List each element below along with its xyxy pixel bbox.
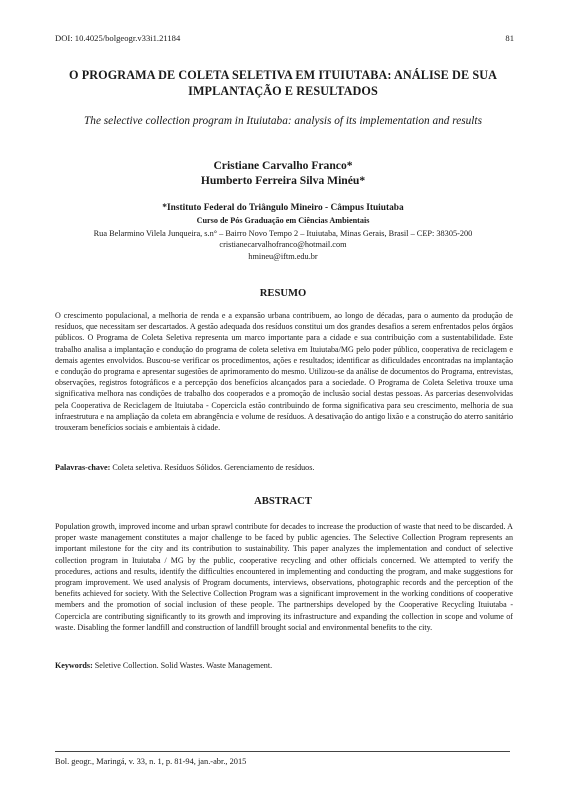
abstract-heading: ABSTRACT [254,496,312,507]
article-title: O PROGRAMA DE COLETA SELETIVA EM ITUIUTABA: ANÁLISE DE SUA IMPLANTAÇÃO E RESULTADOS [68,68,498,98]
page-header [55,33,514,43]
resumo-heading: RESUMO [259,288,307,299]
abstract-text: Population growth, improved income and urban sprawl contribute for decades to increase the production of waste that need to be discarded. A proper waste management constitutes a major challenge to be faced by public agencies. The Selective Collection Program represents an important milestone for the city and its contribution to sustainability. This paper analyzes the implementation and conduct of selective collection program in Ituiutaba / MG by the public, cooperative recycling and other officials concerned. We attempted to verify the procedures, actions and results, identify the difficulties encountered in implementing and conducting the program, and make suggestions for program improvement. We used analysis of Program documents, interviews, observations, photographic records and the perception of the benefits achieved for society. With the Selective Collection Program was a significant improvement in the working conditions of cooperative members and the promotion of social inclusion of these people. The partnerships developed by the Cooperative Recycling Ituiutaba - Copercicla are contributing significantly to its growth and improving its infrastructure and expanding the collection in scope and volume of waste. Disabling the former landfill and construction of landfill brought social and environmental benefits to the city. [55,522,513,632]
address-block [0,228,566,262]
page-number: 81 [505,33,514,43]
doi-text: DOI: 10.4025/bolgeogr.v33i1.21184 [55,33,181,43]
email-address: cristianecarvalhofranco@hotmail.com [219,240,347,250]
article-subtitle: The selective collection program in Ituiutaba: analysis of its implementation and results [84,115,482,127]
author-list [0,158,566,188]
author-name: Cristiane Carvalho Franco* [213,159,353,172]
keywords-value: Coleta seletiva. Resíduos Sólidos. Gerenciamento de resíduos. [112,463,315,472]
abstract-keywords [55,661,272,670]
keywords-label: Palavras-chave: [55,463,111,472]
resumo-text: O crescimento populacional, a melhoria de renda e a expansão urbana contribuem, ao longo de décadas, para o aumento da produção de resíduos, que necessitam ser descartados. A gestão adequada dos resíduos constitui um dos grandes desafios a serem enfrentados pelos órgãos públicos. O Programa de Coleta Seletiva representa um marco importante para a cidade e sua contribuição com a sustentabilidade. Este trabalho analisa a implantação e condução do programa de coleta seletiva em Ituiutaba/MG pelo poder público, cooperativa de reciclagem e demais agentes envolvidos. Buscou-se verificar os procedimentos, ações e resultados; identificar as dificuldades encontradas na implantação e condução do programa e apresentar sugestões de aprimoramento do mesmo. Utilizou-se da análise de documentos do Programa, entrevistas, observações, registros fotográficos e a percepção dos benefícios alcançados para a sociedade. O Programa de Coleta Seletiva trouxe uma significativa melhora nas condições de trabalho dos cooperados e a promoção de inclusão social destas pessoas. As parcerias desenvolvidas pela Cooperativa de Reciclagem de Ituiutaba - Copercicla estão contribuindo de forma significativa para seu crescimento, melhoria de sua infraestrutura e na ampliação da coleta em abrangência e volume de resíduos. A desativação do antigo lixão e a construção do aterro sanitário trouxeram benefícios sociais e ambientais à cidade. [55,311,513,433]
resumo-keywords [55,463,314,472]
postal-address: Rua Belarmino Vilela Junqueira, s.n° – Bairro Novo Tempo 2 – Ituiutaba, Minas Gerais, Brasil – CEP: 38305-200 [93,229,473,238]
author-name: Humberto Ferreira Silva Minéu* [200,174,366,187]
institution: *Instituto Federal do Triângulo Mineiro - Câmpus Ituiutaba [162,203,404,213]
keywords-value: Seletive Collection. Solid Wastes. Waste Management. [94,661,273,670]
journal-citation: Bol. geogr., Maringá, v. 33, n. 1, p. 81-94, jan.-abr., 2015 [55,757,247,766]
email-address: hmineu@iftm.edu.br [248,251,318,261]
footer-divider [55,751,510,752]
keywords-label: Keywords: [55,661,93,670]
graduate-program: Curso de Pós Graduação em Ciências Ambientais [196,216,370,225]
